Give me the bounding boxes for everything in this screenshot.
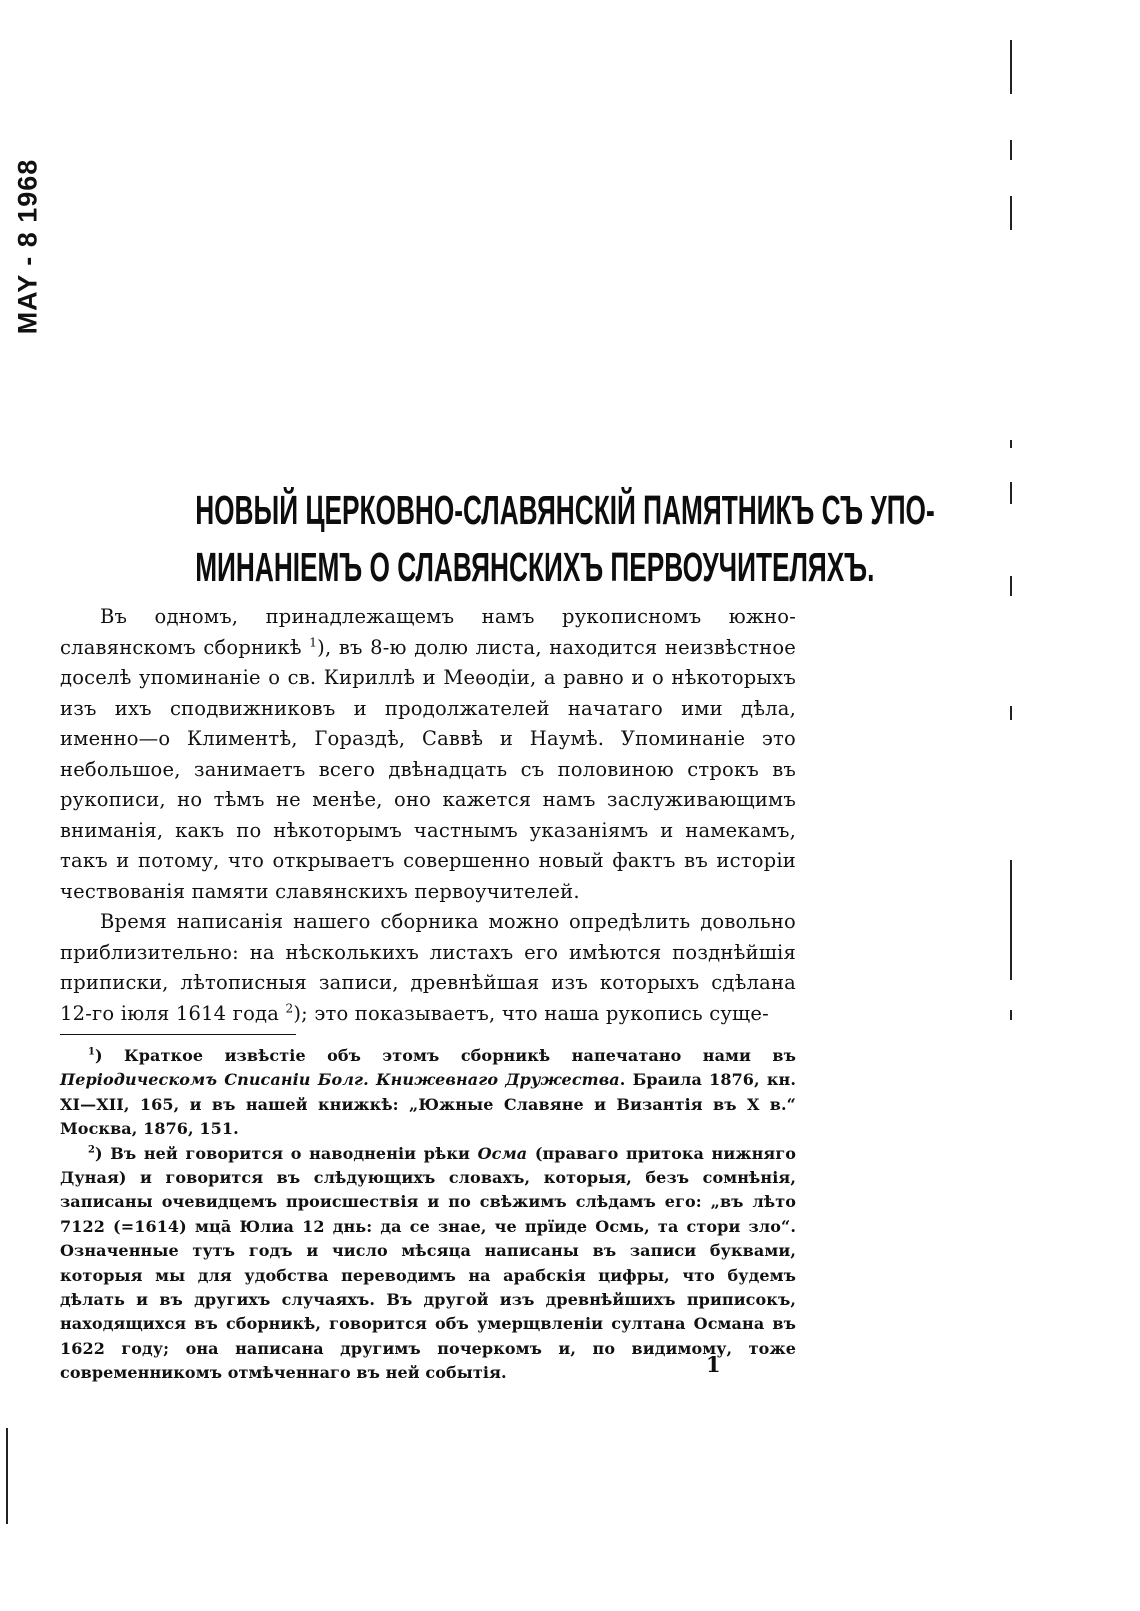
paragraph-1-text-b: ), въ 8-ю долю листа, находится неизвѣстное доселѣ упоминаніе о св. Кириллѣ и Меѳодіи, а равно и о нѣкоторыхъ изъ ихъ сподвижниковъ и продолжателей начатаго ими дѣла, именно—о Климентѣ, Гораздѣ, Саввѣ и Наумѣ. Упоминаніе это небольшое, занимаетъ всего двѣнадцать съ половиною строкъ въ рукописи, но тѣмъ не менѣе, оно кажется намъ заслуживающимъ вниманія, какъ по нѣкоторымъ частнымъ указаніямъ и намекамъ, такъ и потому, что открываетъ совершенно новый фактъ въ исторіи чествованія памяти славянскихъ первоучителей. [60,635,797,903]
footnote-separator [60,1034,296,1035]
footnote-1-marker: 1 [88,1046,95,1058]
footnote-2-text-b: (праваго притока нижняго Дуная) и говорится въ слѣдующихъ словахъ, которыя, безъ сомнѣнія, записаны очевидцемъ происшествія и по свѣжимъ слѣдамъ его: „въ лѣто 7122 (=1614) мцā Юлиа 12 днь: да се знае, че прїиде Осмь, та стори зло“. Означенные тутъ годъ и число мѣсяца написаны въ записи буквами, которыя мы для удобства переводимъ на арабскія цифры, что будемъ дѣлать и въ другихъ случаяхъ. Въ другой изъ древнѣйшихъ приписокъ, находящихся въ сборникѣ, говорится объ умерщвленіи султана Османа въ 1622 году; она написана другимъ почеркомъ и, по видимому, тоже современникомъ отмѣченнаго въ ней событія. [60,1143,796,1383]
footnote-1-text-b: . Браила 1876, кн. XI—XII, 165, и въ нашей книжкѣ: „Южные Славяне и Византія въ X в.“ Москва, 1876, 151. [60,1070,797,1139]
scan-left-edge [6,1428,8,1524]
library-date-stamp [14,128,42,364]
title-line-1: НОВЫЙ ЦЕРКОВНО-СЛАВЯНСКІЙ ПАМЯТНИКЪ СЪ УПО- [195,487,935,533]
footnote-ref-2: 2 [285,1001,294,1015]
article-title [195,482,935,596]
paragraph-1-text-a: Въ одномъ, принадлежащемъ намъ рукописномъ южно-славянскомъ сборникѣ [60,605,796,659]
title-line-2: МИНАНІЕМЪ О СЛАВЯНСКИХЪ ПЕРВОУЧИТЕЛЯХЪ. [195,544,875,590]
footnote-1 [60,1044,796,1142]
paragraph-1 [60,602,796,907]
footnote-2-marker: 2 [88,1144,95,1156]
footnote-2-river-name: Осма [477,1143,528,1163]
scan-edge-marks [1004,0,1020,1611]
stamp-text: MAY - 8 1968 [12,158,43,334]
footnote-1-text-a: ) Краткое извѣстіе объ этомъ сборникѣ напечатано нами въ [95,1046,796,1065]
footnote-2-text-a: ) Въ ней говорится о наводненіи рѣки [95,1143,478,1163]
footnote-1-journal-title: Періодическомъ Списаніи Болг. Книжевнаго Дружества [60,1070,620,1090]
article-body [60,602,796,1029]
paragraph-2-text-a: Время написанія нашего сборника можно опредѣлить довольно приблизительно: на нѣсколькихъ листахъ его имѣются позднѣйшія приписки, лѣтописныя записи, древнѣйшая изъ которыхъ сдѣлана 12-го іюля 1614 года [60,910,796,1025]
footnote-2 [60,1142,796,1386]
paragraph-2 [60,907,796,1029]
footnote-ref-1: 1 [309,635,318,649]
paragraph-2-text-b: ); это показываетъ, что наша рукопись суще- [293,1001,769,1025]
page-number: 1 [706,1352,721,1377]
footnotes [60,1044,796,1386]
